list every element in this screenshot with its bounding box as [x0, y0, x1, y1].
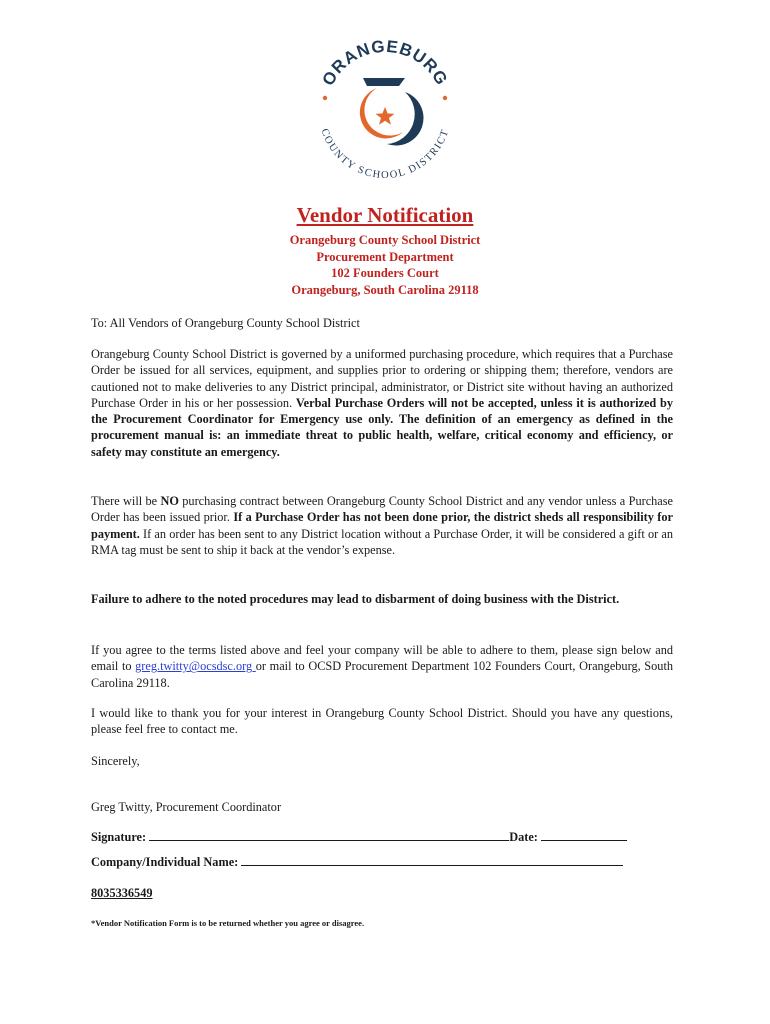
paragraph-1 [91, 346, 673, 460]
company-field[interactable] [241, 853, 623, 866]
company-label: Company/Individual Name: [91, 855, 239, 869]
para2-e: If an order has been sent to any District location without a Purchase Order, it will be considered a gift or an RMA tag must be sent to ship it back at the vendor’s expense. [91, 526, 673, 557]
dept-name: Procurement Department [316, 249, 454, 264]
signer-name: Greg Twitty, Procurement Coordinator [91, 800, 282, 814]
paragraph-5: I would like to thank you for your interest in Orangeburg County School District. Should you have any questions, please feel free to contact me. [91, 706, 673, 737]
para4-b: or mail to OCSD Procurement Department 102 Founders Court, Orangeburg, South Carolina 29118. [91, 659, 674, 690]
footnote: *Vendor Notification Form is to be returned whether you agree or disagree. [91, 918, 365, 928]
para1-text: Orangeburg County School District is governed by a uniformed purchasing procedure, which requires that a Purchase Order be issued for all services, equipment, and supplies prior to ordering or shipping them; therefore, vendors are cautioned not to make deliveries to any District principal, administrator, or District site without having an authorized Purchase Order in his or her possession. [91, 347, 673, 410]
street: 102 Founders Court [331, 266, 439, 280]
para1-bold: Verbal Purchase Orders will not be accepted, unless it is authorized by the Procurement Coordinator for Emergency use only. The definition of an emergency as defined in the procurement manual is: an immediate threat to public health, welfare, critical economy and efficiency, or safety may constitute an emergency. [91, 395, 673, 459]
district-logo [305, 40, 465, 185]
address-block [0, 232, 770, 298]
para2-c: purchasing contract between Orangeburg County School District and any vendor unless a Purchase Order has been issued prior. [91, 494, 673, 525]
paragraph-3: Failure to adhere to the noted procedures may lead to disbarment of doing business with the District. [91, 592, 620, 606]
salutation: To: All Vendors of Orangeburg County School District [91, 316, 360, 330]
para2-a: There will be [91, 494, 161, 508]
phone-number: 8035336549 [91, 886, 153, 900]
company-row [91, 853, 673, 870]
email-link[interactable]: greg.twitty@ocsdsc.org [135, 659, 256, 674]
signature-label: Signature: [91, 830, 147, 844]
para2-bold: If a Purchase Order has not been done prior, the district sheds all responsibility for payment. [91, 510, 673, 541]
signature-row [91, 828, 673, 845]
date-label: Date: [509, 830, 538, 844]
org-name: Orangeburg County School District [289, 233, 481, 247]
paragraph-4 [91, 642, 673, 691]
date-field[interactable] [541, 828, 627, 841]
logo-top-text: ORANGEBURG [318, 40, 452, 89]
para2-no: NO [160, 494, 179, 508]
signature-field[interactable] [149, 828, 509, 841]
para4-a: If you agree to the terms listed above and feel your company will be able to adhere to them, please sign below and email to [91, 643, 673, 674]
page-title: Vendor Notification [296, 203, 474, 227]
logo-bottom-text: COUNTY SCHOOL DISTRICT [318, 127, 452, 182]
city: Orangeburg, South Carolina 29118 [291, 282, 479, 297]
paragraph-2 [91, 493, 673, 558]
closing: Sincerely, [91, 754, 140, 768]
